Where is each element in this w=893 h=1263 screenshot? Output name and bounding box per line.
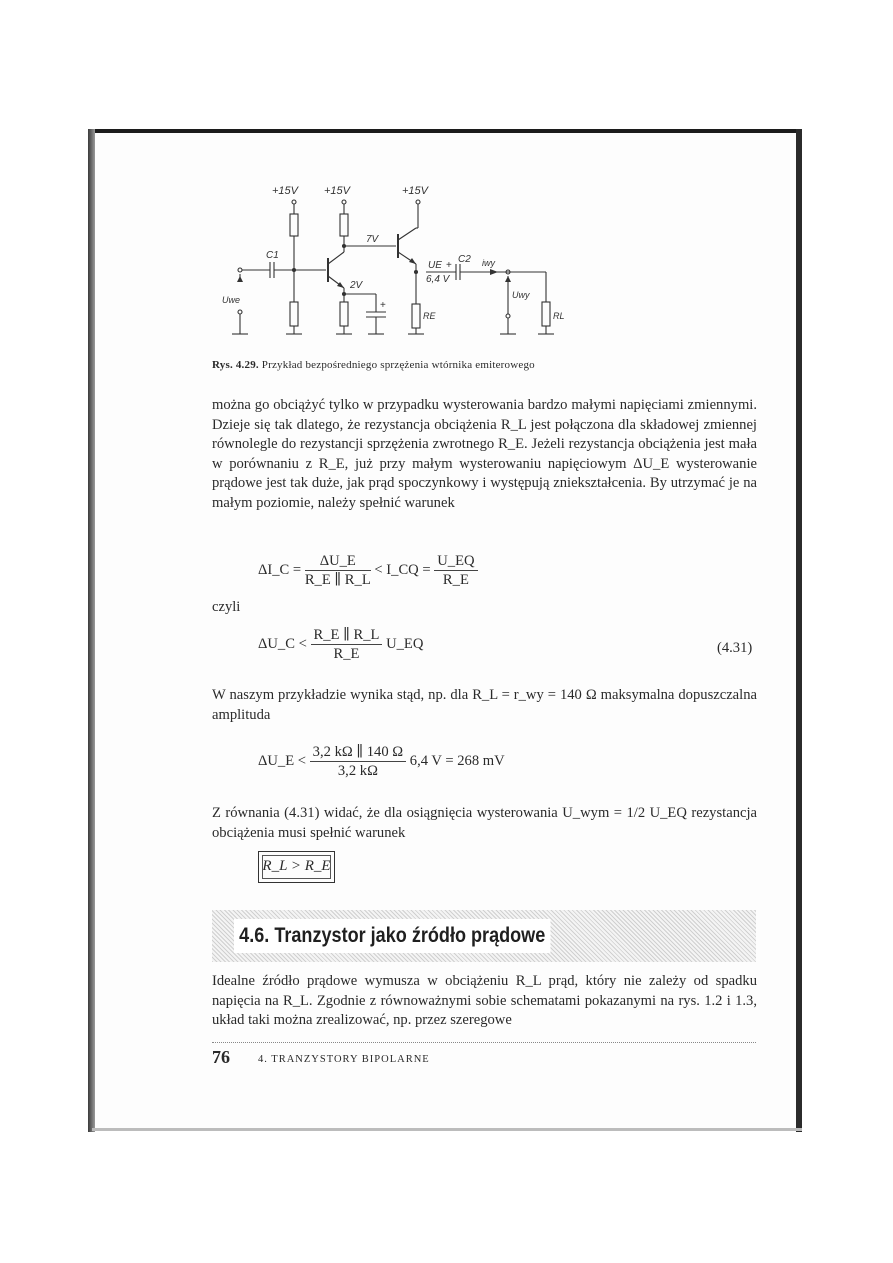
figure-caption-text: Przykład bezpośredniego sprzężenia wtórnika emiterowego <box>261 359 535 371</box>
voltage-7v-label: 7V <box>366 234 379 245</box>
output-voltage-label: Uwy <box>512 290 530 300</box>
scan-edge-left <box>88 129 95 1132</box>
circuit-schematic <box>220 182 580 347</box>
section-number: 4.6. <box>239 924 270 947</box>
footer-rule <box>212 1042 756 1043</box>
paragraph-1: można go obciążyć tylko w przypadku wysterowania bardzo małymi napięciami zmiennymi. Dzieje się tak dlatego, że rezystancja obciążenia R_L jest połączona dla składowej zmiennej równolegle do rezystancji sprzężenia zwrotnego R_E. Jeżeli rezystancja obciążenia jest mała w porównaniu z R_E, już przy małym wysterowaniu napięciowym ΔU_E wysterowanie prądowe jest tak duże, jak prąd spoczynkowy i występują zniekształcenia. By utrzymać je na małym poziomie, należy spełnić warunek <box>212 397 757 511</box>
figure-caption-label: Rys. 4.29. <box>212 359 259 371</box>
resistor-r3 <box>340 214 348 236</box>
resistor-rl <box>542 302 550 326</box>
page-number: 76 <box>212 1047 230 1067</box>
eq1-fraction-2 <box>434 552 477 589</box>
eq3-denominator: 3,2 kΩ <box>337 763 378 779</box>
ue-label: UE <box>428 260 442 271</box>
section-title-text: Tranzystor jako źródło prądowe <box>274 924 546 947</box>
eq3-fraction <box>310 743 406 780</box>
resistor-rl-label: RL <box>553 311 565 321</box>
supply-terminal-3 <box>416 200 420 204</box>
eq2-denominator: R_E <box>333 646 360 662</box>
eq1-fraction-1 <box>305 552 371 589</box>
paragraph-4: Idealne źródło prądowe wymusza w obciążeniu R_L prąd, który nie zależy od spadku napięcia na R_L. Zgodnie z równoważnymi sobie schematami pokazanymi na rys. 1.2 i 1.3, układ taki można zrealizować, np. przez szeregowe <box>212 973 757 1028</box>
capacitor-c2-label: C2 <box>458 254 471 265</box>
supply-label-1: +15V <box>272 185 298 197</box>
resistor-r2 <box>290 302 298 326</box>
equation-number: (4.31) <box>717 640 753 656</box>
capacitor-plus-sign: + <box>380 300 386 311</box>
resistor-re-label: RE <box>423 311 436 321</box>
czyli-text: czyli <box>212 599 241 615</box>
supply-terminal-2 <box>342 200 346 204</box>
eq1-denominator-2: R_E <box>442 572 469 588</box>
c2-plus-sign: + <box>446 260 452 271</box>
input-terminal <box>238 268 242 272</box>
voltage-64v-label: 6,4 V <box>426 274 450 285</box>
voltage-2v-label: 2V <box>350 280 363 291</box>
paragraph-2: W naszym przykładzie wynika stąd, np. dla R_L = r_wy = 140 Ω maksymalna dopuszczalna amplituda <box>212 687 757 723</box>
supply-terminal-1 <box>292 200 296 204</box>
eq3-numerator: 3,2 kΩ ∥ 140 Ω <box>310 743 406 762</box>
paragraph-3: Z równania (4.31) widać, że dla osiągnięcia wysterowania U_wym = 1/2 U_EQ rezystancja obciążenia musi spełnić warunek <box>212 805 757 841</box>
equation-2 <box>258 626 423 663</box>
eq1-denominator-1: R_E ∥ R_L <box>304 572 371 588</box>
figure-caption <box>212 359 535 371</box>
eq1-numerator-2: U_EQ <box>434 552 477 571</box>
supply-label-2: +15V <box>324 185 350 197</box>
eq3-tail: 6,4 V = 268 mV <box>409 752 505 769</box>
boxed-condition <box>258 851 335 883</box>
resistor-r4 <box>340 302 348 326</box>
boxed-condition-text: R_L > R_E <box>262 858 331 874</box>
scan-edge-right <box>796 129 802 1132</box>
input-voltage-label: Uwe <box>222 295 241 305</box>
resistor-r1 <box>290 214 298 236</box>
eq3-lhs: ΔU_E < <box>258 752 307 769</box>
eq1-numerator-1: ΔU_E <box>305 552 371 571</box>
equation-1 <box>258 552 478 589</box>
running-footer: 4. TRANZYSTORY BIPOLARNE <box>258 1054 430 1065</box>
section-title <box>234 919 550 953</box>
equation-3 <box>258 743 505 780</box>
eq2-tail: U_EQ <box>386 635 424 652</box>
eq2-fraction <box>311 626 383 663</box>
scan-edge-bottom <box>92 1128 802 1131</box>
eq2-numerator: R_E ∥ R_L <box>311 626 383 645</box>
eq1-middle: < I_CQ = <box>374 561 431 578</box>
output-current-label: iwy <box>482 258 495 268</box>
eq2-lhs: ΔU_C < <box>258 635 307 652</box>
supply-label-3: +15V <box>402 185 428 197</box>
eq1-lhs: ΔI_C = <box>258 561 302 578</box>
resistor-re <box>412 304 420 328</box>
capacitor-c1-label: C1 <box>266 250 279 261</box>
